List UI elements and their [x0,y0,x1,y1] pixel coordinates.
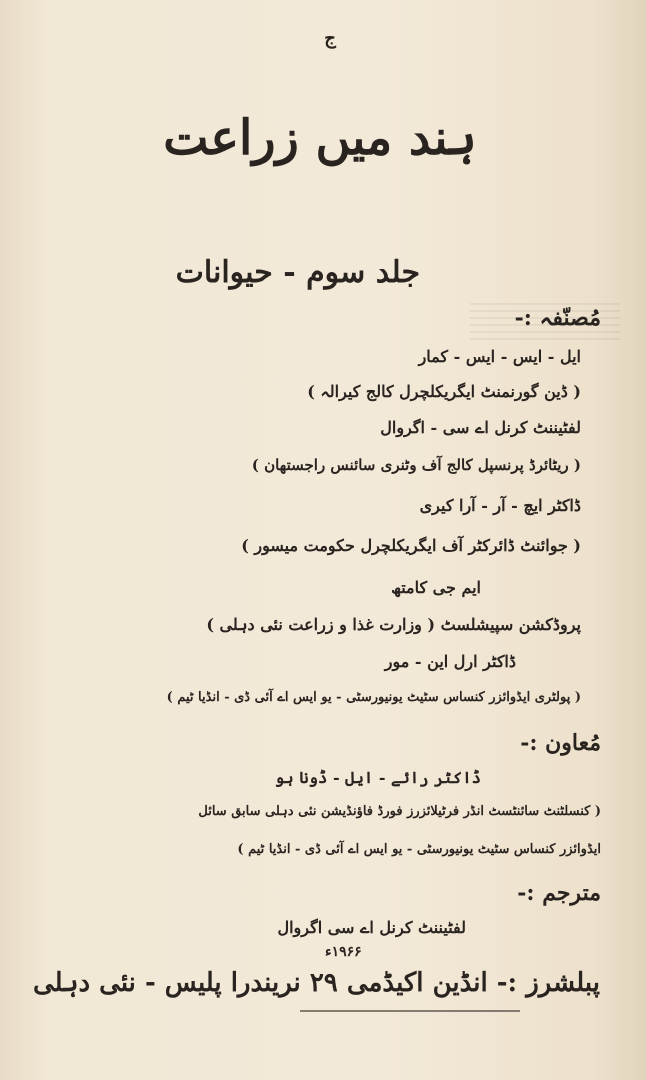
author-line: ایل - ایس - ایس - کمار [418,347,581,366]
volume-subtitle: جلد سوم - حیوانات [175,255,420,290]
author-line: ڈاکٹر ارل این - مور [384,652,516,671]
publisher-underline [300,1010,520,1012]
author-line: ڈاکٹر ایچ - آر - آرا کیری [419,496,581,515]
publication-year: ۱۹۶۶ء [325,944,362,960]
collaborator-line: ایڈوائزر کنساس سٹیٹ یونیورسٹی - یو ایس اے آئی ڈی - انڈیا ٹیم ) [237,842,601,857]
collaborators-heading: مُعاون :- [520,730,601,756]
translator-name: لفٹیننٹ کرنل اے سی اگروال [277,918,466,937]
author-line: ( پولٹری ایڈوائزر کنساس سٹیٹ یونیورسٹی - یو ایس اے آئی ڈی - انڈیا ٹیم ) [166,690,581,705]
authors-heading: مُصنّفہ :- [514,305,601,331]
author-line: ( جوائنٹ ڈائرکٹر آف ایگریکلچرل حکومت میسور ) [241,536,581,555]
book-title: ہند میں زراعت [163,110,477,166]
author-line: پروڈکشن سپیشلسٹ ( وزارت غذا و زراعت نئی دہلی ) [206,615,581,634]
publisher-line: پبلشرز :- انڈین اکیڈمی ۲۹ نریندرا پلیس - نئی دہلی [33,968,600,998]
page-mark: ج [324,28,336,49]
author-line: لفٹیننٹ کرنل اے سی - اگروال [380,418,581,437]
author-line: ( ڈین گورنمنٹ ایگریکلچرل کالج کیرالہ ) [307,382,581,401]
collaborator-line: ( کنسلٹنٹ سائنٹسٹ انڈر فرٹیلائزرز فورڈ فاؤنڈیشن نئی دہلی سابق سائل [198,804,601,819]
author-line: ( ریٹائرڈ پرنسپل کالج آف وٹنری سائنس راجستھان ) [251,456,581,474]
author-line: ایم جی کامتھ [391,578,481,597]
collaborator-line: ڈاکٹر رائے - ایل - ڈونا ہو [274,768,481,787]
translator-heading: مترجم :- [517,880,601,906]
